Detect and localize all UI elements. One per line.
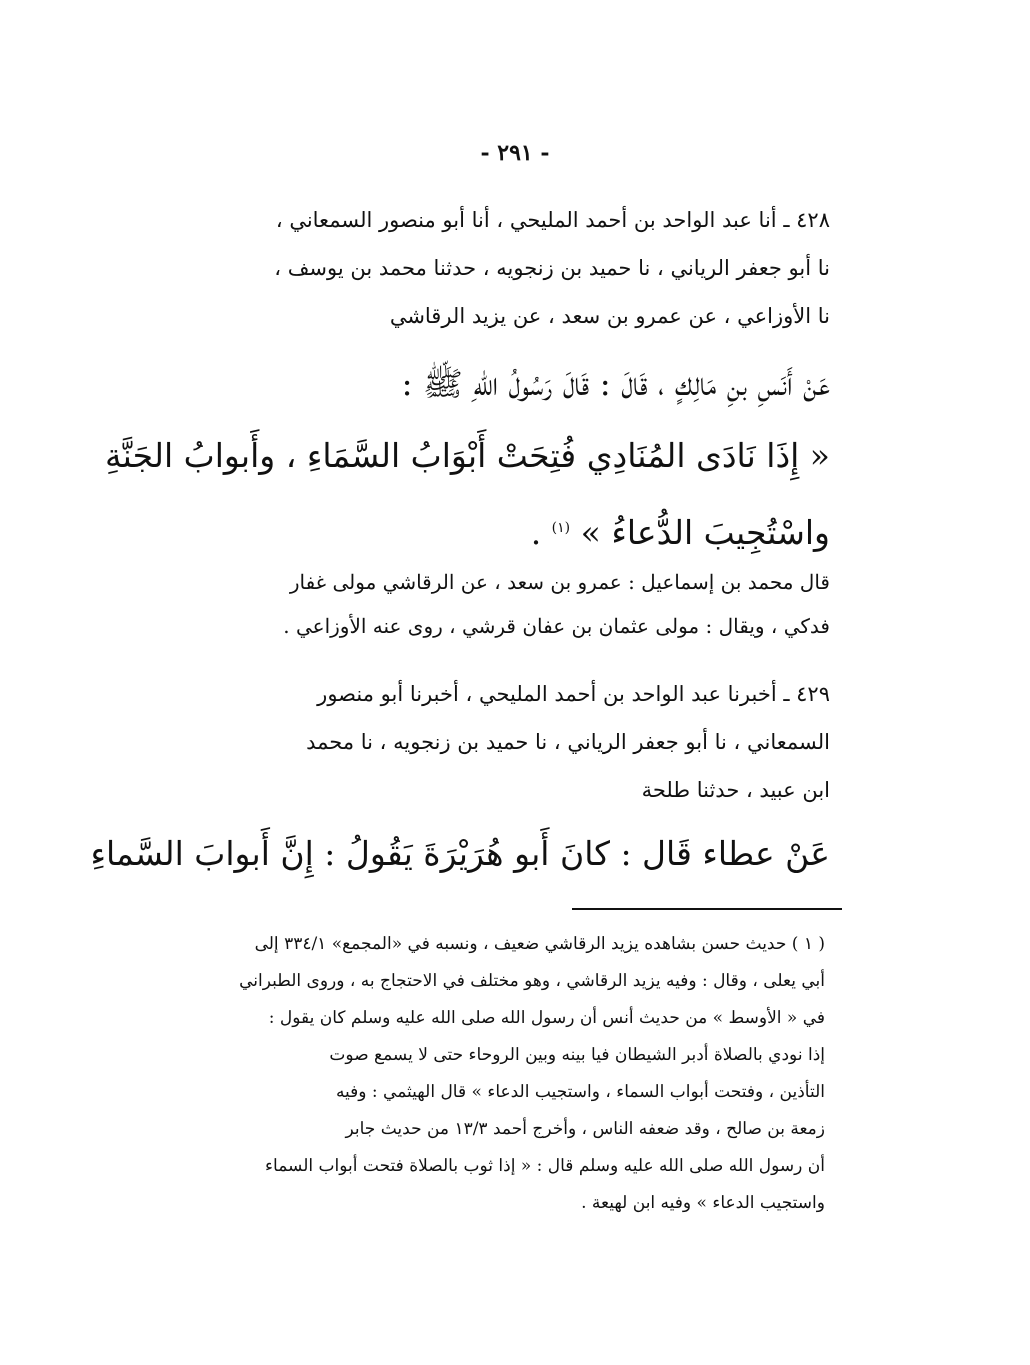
footnote-line: واستجيب الدعاء » وفيه ابن لهيعة . <box>581 1193 825 1213</box>
chain-line: ٤٢٩ ـ أخبرنا عبد الواحد بن أحمد المليحي ، أخبرنا أبو منصور <box>317 682 830 706</box>
chain-line: السمعاني ، نا أبو جعفر الرياني ، نا حميد بن زنجويه ، نا محمد <box>306 730 830 754</box>
footnote-line: زمعة بن صالح ، وقد ضعفه الناس ، وأخرج أحمد ١٣/٣ من حديث جابر <box>345 1119 825 1139</box>
commentary-line: قال محمد بن إسماعيل : عمرو بن سعد ، عن الرقاشي مولى غفار <box>289 570 830 594</box>
chain-line: نا أبو جعفر الرياني ، نا حميد بن زنجويه ، حدثنا محمد بن يوسف ، <box>274 256 830 280</box>
page-number: - ٢٩١ - <box>480 140 550 166</box>
hadith-line: عَنْ عطاء قَال : كانَ أَبو هُرَيْرَةَ يَقُولُ : إِنَّ أَبوابَ السَّماءِ <box>90 834 830 873</box>
footnote <box>185 926 825 1222</box>
hadith-line: عَنْ أَنَسِ بنِ مَالِكٍ ، قَالَ : قَالَ رَسُولُ اللهِ ﷺ : <box>401 364 830 403</box>
hadith-429-chain <box>185 670 830 814</box>
hadith-429-text <box>90 818 830 890</box>
footnote-line: ( ١ ) حديث حسن بشاهده يزيد الرقاشي ضعيف ، ونسبه في «المجمع» ٣٣٤/١ إلى <box>254 934 825 954</box>
hadith-428-text <box>104 348 830 569</box>
footnote-line: أبي يعلى ، وقال : وفيه يزيد الرقاشي ، وهو مختلف في الاحتجاج به ، وروى الطبراني <box>239 971 825 991</box>
footnote-line: أن رسول الله صلى الله عليه وسلم قال : « إذا ثوب بالصلاة فتحت أبواب السماء <box>265 1156 825 1176</box>
hadith-line: « إِذَا نَادَى المُنَادِي فُتِحَتْ أَبْوَابُ السَّمَاءِ ، وأَبوابُ الجَنَّةِ <box>104 436 830 475</box>
footnote-line: التأذين ، وفتحت أبواب السماء ، واستجيب الدعاء » قال الهيثمي : وفيه <box>335 1082 825 1102</box>
chain-line: ابن عبيد ، حدثنا طلحة <box>641 778 830 802</box>
hadith-line-text: واسْتُجِيبَ الدُّعاءُ » <box>580 513 830 552</box>
hadith-428-chain <box>185 196 830 340</box>
footnote-line: في « الأوسط » من حديث أنس أن رسول الله صلى الله عليه وسلم كان يقول : <box>268 1008 825 1028</box>
footnote-reference: (١) <box>551 520 571 536</box>
chain-line: ٤٢٨ ـ أنا عبد الواحد بن أحمد المليحي ، أنا أبو منصور السمعاني ، <box>275 208 830 232</box>
chain-line: نا الأوزاعي ، عن عمرو بن سعد ، عن يزيد الرقاشي <box>389 304 830 328</box>
commentary <box>185 560 830 648</box>
hadith-line <box>185 492 830 569</box>
footnote-line: إذا نودي بالصلاة أدبر الشيطان فيا بينه وبين الروحاء حتى لا يسمع صوت <box>329 1045 825 1065</box>
sentence-end: . <box>530 513 552 552</box>
commentary-line: فدكي ، ويقال : مولى عثمان بن عفان قرشي ، روى عنه الأوزاعي . <box>283 614 830 638</box>
footnote-separator <box>572 908 842 910</box>
